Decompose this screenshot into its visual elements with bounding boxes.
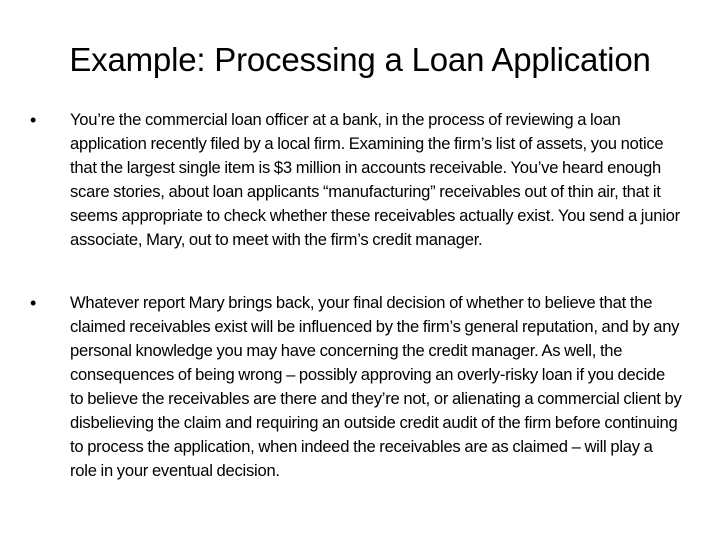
bullet-text: Whatever report Mary brings back, your final decision of whether to believe that the claimed receivables exist will be influenced by the firm’s general reputation, and by any personal knowledge you may have concerning the credit manager. As well, the consequences of being wrong – possibly approving an overly-risky loan if you decide to believe the receivables are there and they’re not, or alienating a commercial client by disbelieving the claim and requiring an outside credit audit of the firm before continuing to process the application, when indeed the receivables are as claimed – will play a role in your eventual decision.	[70, 293, 682, 480]
slide-title: Example: Processing a Loan Application	[69, 41, 651, 78]
bullet-dot-icon: •	[30, 293, 37, 313]
bullet-text: You’re the commercial loan officer at a bank, in the process of reviewing a loan application recently filed by a local firm. Examining the firm’s list of assets, you notice that the largest single item is $3 million in accounts receivable. You’ve heard enough scare stories, about loan applicants “manufacturing” receivables out of thin air, that it seems appropriate to check whether these receivables actually exist. You send a junior associate, Mary, out to meet with the firm’s credit manager.	[70, 110, 680, 249]
bullet-dot-icon: •	[30, 110, 37, 130]
